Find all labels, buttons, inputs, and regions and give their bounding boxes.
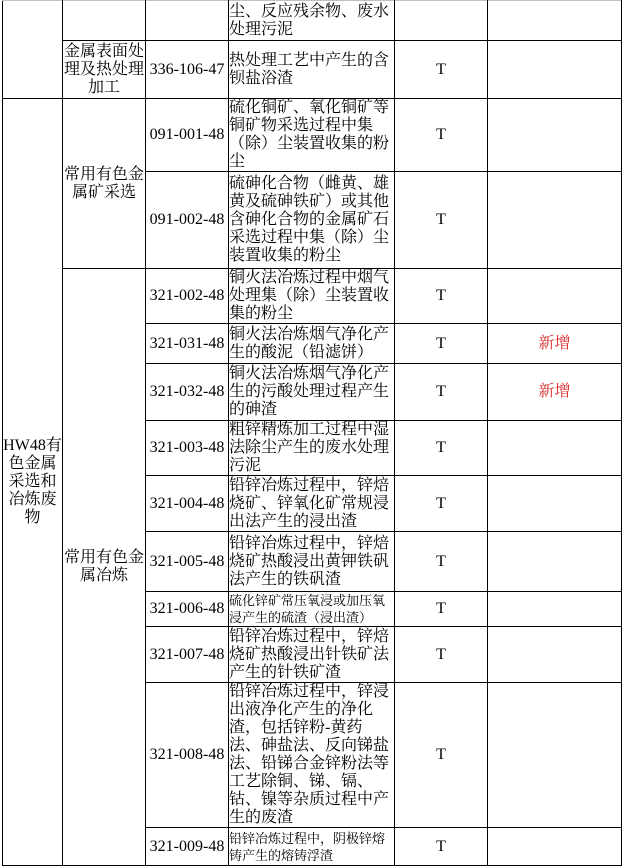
note-new-cell: 新增 [488, 364, 622, 421]
description-cell: 铜火法冶炼烟气净化产生的污酸处理过程产生的砷渣 [229, 364, 395, 421]
hazard-property-cell: T [395, 476, 488, 532]
description-cell: 铅锌冶炼过程中，锌焙烧矿、锌氧化矿常规浸出法产生的浸出渣 [229, 476, 395, 532]
waste-code-cell: 091-002-48 [146, 172, 229, 269]
hazard-property-cell: T [395, 324, 488, 364]
waste-code-cell: 321-031-48 [146, 324, 229, 364]
waste-code-cell: 336-106-47 [146, 41, 229, 99]
industry-cell: 金属表面处理及热处理加工 [63, 41, 146, 99]
note-cell [488, 1, 622, 41]
description-cell: 铅锌冶炼过程中，锌浸出液净化产生的净化渣，包括锌粉-黄药法、砷盐法、反向锑盐法、铅锑合金锌粉法等工艺除铜、锑、镉、钴、镍等杂质过程中产生的废渣 [229, 683, 395, 828]
note-cell [488, 99, 622, 172]
waste-code-cell: 091-001-48 [146, 99, 229, 172]
waste-code-cell: 321-008-48 [146, 683, 229, 828]
note-cell [488, 41, 622, 99]
description-cell: 铜火法冶炼过程中烟气处理集（除）尘装置收集的粉尘 [229, 269, 395, 324]
description-cell: 硫化铜矿、氧化铜矿等铜矿物采选过程中集（除）尘装置收集的粉尘 [229, 99, 395, 172]
description-cell: 尘、反应残余物、废水处理污泥 [229, 1, 395, 41]
hazard-property-cell: T [395, 99, 488, 172]
description-cell: 硫砷化合物（雌黄、雄黄及硫砷铁矿）或其他含砷化合物的金属矿石采选过程中集（除）尘装置收集的粉尘 [229, 172, 395, 269]
description-cell: 热处理工艺中产生的含钡盐浴渣 [229, 41, 395, 99]
waste-code-cell [146, 1, 229, 41]
hazard-property-cell: T [395, 683, 488, 828]
hazard-property-cell: T [395, 421, 488, 476]
note-cell [488, 828, 622, 866]
note-cell [488, 421, 622, 476]
table-row [3, 269, 622, 324]
waste-code-cell: 321-002-48 [146, 269, 229, 324]
waste-code-cell: 321-032-48 [146, 364, 229, 421]
hazardous-waste-table [2, 0, 622, 866]
waste-code-cell: 321-007-48 [146, 627, 229, 683]
note-cell [488, 592, 622, 627]
hazard-property-cell: T [395, 627, 488, 683]
description-cell: 硫化锌矿常压氧浸或加压氧浸产生的硫渣（浸出渣） [229, 592, 395, 627]
industry-cell [63, 1, 146, 41]
note-cell [488, 476, 622, 532]
note-cell [488, 172, 622, 269]
hazard-property-cell: T [395, 592, 488, 627]
table-row [3, 41, 622, 99]
category-cell [3, 1, 63, 99]
category-cell: HW48有色金属采选和冶炼废物 [3, 99, 63, 866]
waste-code-cell: 321-006-48 [146, 592, 229, 627]
note-new-cell: 新增 [488, 324, 622, 364]
description-cell: 铅锌冶炼过程中，阴极锌熔铸产生的熔铸浮渣 [229, 828, 395, 866]
waste-code-cell: 321-005-48 [146, 532, 229, 592]
description-cell: 铅锌冶炼过程中，锌焙烧矿热酸浸出针铁矿法产生的针铁矿渣 [229, 627, 395, 683]
description-cell: 铅锌冶炼过程中，锌焙烧矿热酸浸出黄钾铁矾法产生的铁矾渣 [229, 532, 395, 592]
waste-code-cell: 321-009-48 [146, 828, 229, 866]
note-cell [488, 269, 622, 324]
industry-cell: 常用有色金属冶炼 [63, 269, 146, 866]
hazard-property-cell: T [395, 41, 488, 99]
note-cell [488, 532, 622, 592]
waste-code-cell: 321-003-48 [146, 421, 229, 476]
description-cell: 粗锌精炼加工过程中湿法除尘产生的废水处理污泥 [229, 421, 395, 476]
note-cell [488, 683, 622, 828]
hazard-property-cell: T [395, 828, 488, 866]
hazard-property-cell: T [395, 364, 488, 421]
hazard-property-cell: T [395, 269, 488, 324]
description-cell: 铜火法冶炼烟气净化产生的酸泥（铅滤饼） [229, 324, 395, 364]
hazard-property-cell: T [395, 172, 488, 269]
industry-cell: 常用有色金属矿采选 [63, 99, 146, 269]
waste-code-cell: 321-004-48 [146, 476, 229, 532]
hazard-property-cell: T [395, 532, 488, 592]
note-cell [488, 627, 622, 683]
table-row [3, 1, 622, 41]
hazard-property-cell [395, 1, 488, 41]
table-row [3, 99, 622, 172]
